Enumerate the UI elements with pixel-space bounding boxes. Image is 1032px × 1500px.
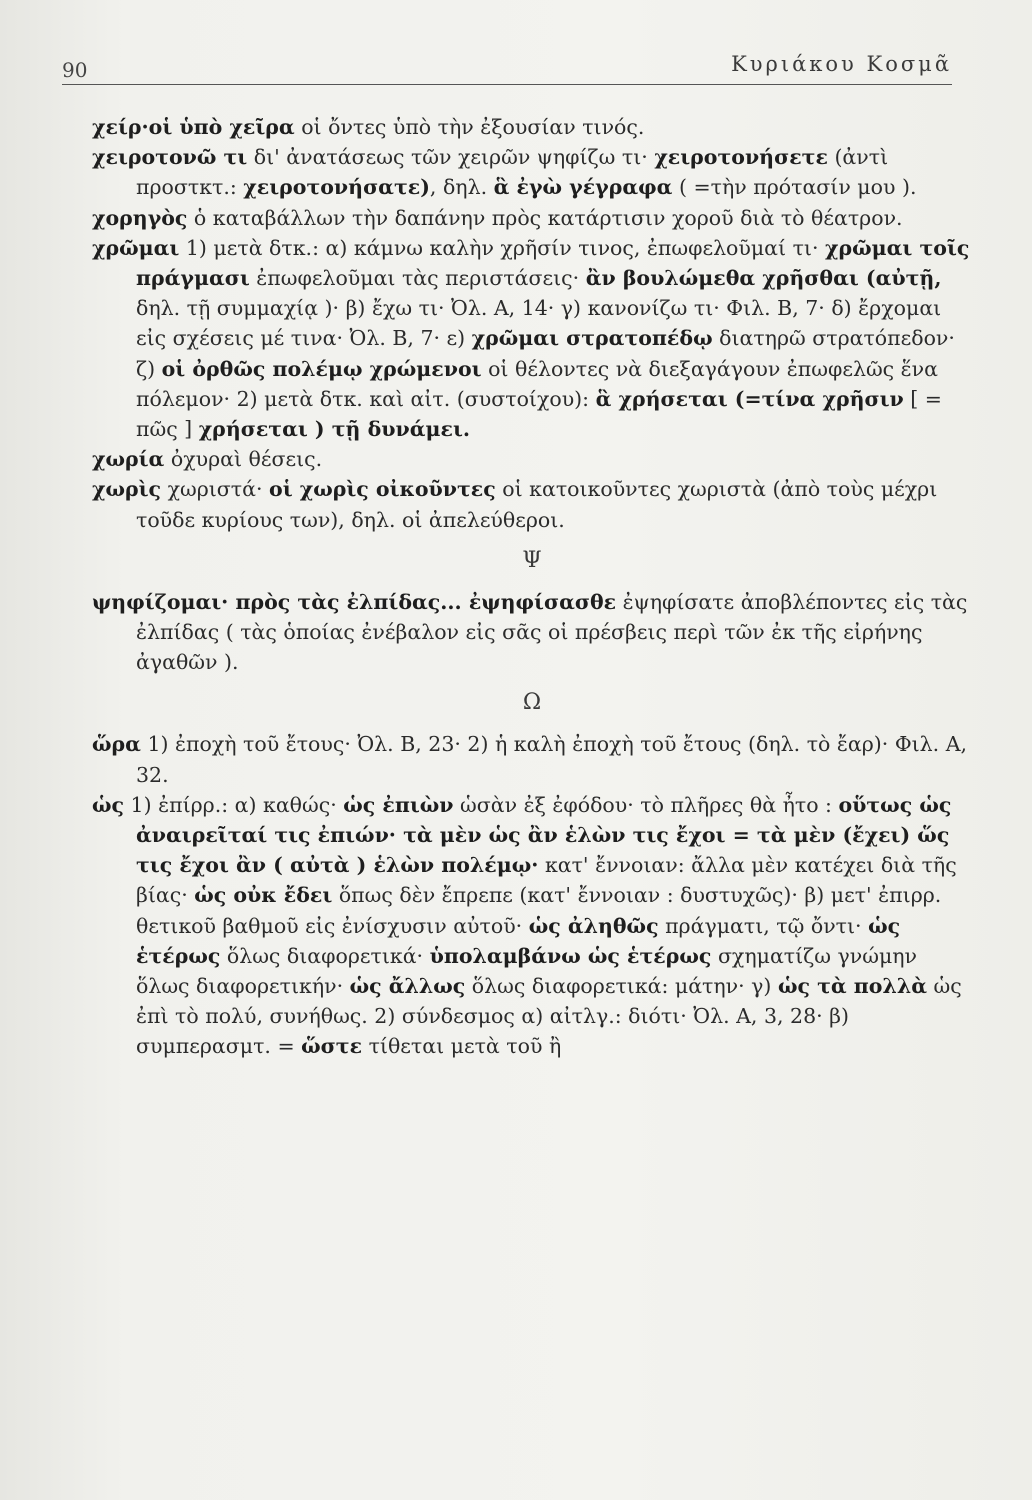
gloss-text: ( =τὴν πρότασίν μου ). [672,175,917,200]
gloss-text: ὁ καταβάλλων τὴν δαπάνην πρὸς κατάρτισιν χοροῦ διὰ τὸ θέατρον. [187,205,903,230]
dictionary-entry [92,142,972,202]
gloss-text: , δηλ. [429,175,494,200]
gloss-text: [ = πῶς ] [136,386,942,442]
gloss-text: ὡς ἐπὶ τὸ πολύ, συνήθως. 2) σύνδεσμος α) αἰτλγ.: διότι· Ὀλ. Α, 3, 28· β) συμπερασμτ. = [136,974,962,1059]
bold-phrase: ὡς ἄλλως [349,974,466,999]
bold-phrase: πρὸς τὰς ἐλπίδας... ἐψηφίσασθε [228,589,617,614]
gloss-text: οἱ ὄντες ὑπὸ τὴν ἐξουσίαν τινός. [294,115,645,139]
gloss-text: τίθεται μετὰ τοῦ ἢ [362,1034,562,1059]
entry-headword: χορηγὸς [92,205,188,230]
gloss-text: δηλ. τῇ συμμαχίᾳ )· β) ἔχω τι· Ὀλ. Α, 14· γ) κανονίζω τι· Φιλ. Β, 7· δ) ἔρχομαι εἰς σχέσεις μέ τινα· Ὀλ. Β, 7· ε) [136,296,942,351]
gloss-text: ἐψηφίσατε ἀποβλέποντες εἰς τὰς ἐλπίδας ( τὰς ὁποίας ἐνέβαλον εἰς σᾶς οἱ πρέσβεις περὶ τῶν ἐκ τῆς εἰρήνης ἀγαθῶν ). [136,589,968,675]
bold-phrase: χρῶμαι τοῖς πράγμασι [136,235,970,291]
page-header [62,44,952,85]
entry-headword: ὥρα [92,732,141,757]
entries-chi [92,112,972,535]
section-letter-omega: Ω [522,690,542,716]
running-title: Κυριάκου Κοσμᾶ [731,52,952,76]
entries-psi [92,587,972,678]
bold-phrase: οὕτως ὡς ἀναιρεῖταί τις ἐπιών· τὰ μὲν ὡς ἂν ἑλὼν τις ἔχοι = τὰ μὲν (ἔχει) ὥς τις ἔχοι ἂν ( αὐτὰ ) ἑλὼν πολέμῳ· [136,792,952,878]
gloss-text: σχηματίζω γνώμην ὅλως διαφορετικήν· [136,943,918,999]
gloss-text: διατηρῶ στρατόπεδον· ζ) [136,326,955,381]
gloss-text: ὀχυραὶ θέσεις. [164,447,323,472]
dictionary-entry [92,587,972,678]
bold-phrase: χειροτονήσατε) [243,175,430,200]
page-number: 90 [62,58,88,82]
bold-phrase: ὥστε [301,1034,363,1059]
entry-headword: χωρία [92,447,165,472]
gloss-text: οἱ κατοικοῦντες χωριστὰ (ἀπὸ τοὺς μέχρι τοῦδε κυρίους των), δηλ. οἱ ἀπελεύθεροι. [136,477,938,532]
dictionary-entry [92,203,972,233]
gloss-text: 1) ἐποχὴ τοῦ ἔτους· Ὀλ. Β, 23· 2) ἡ καλὴ ἐποχὴ τοῦ ἔτους (δηλ. τὸ ἔαρ)· Φιλ. Α, 32. [136,732,968,787]
bold-phrase: χειροτονήσετε [654,145,828,170]
gloss-text: κατ' ἔννοιαν: ἄλλα μὲν κατέχει διὰ τῆς βίας· [136,853,957,908]
bold-phrase: ἃ χρήσεται (=τίνα χρῆσιν [595,386,904,411]
dictionary-entry [92,233,972,444]
dictionary-entry [92,474,972,534]
entry-headword: ὡς [92,792,125,817]
entry-headword: χειροτονῶ τι [92,145,248,170]
gloss-text: ὡσὰν ἐξ ἐφόδου· τὸ πλῆρες θὰ ἦτο : [453,792,839,817]
gloss-text: ὅπως δὲν ἔπρεπε (κατ' ἔννοιαν : δυστυχῶς)· β) μετ' ἐπιρρ. θετικοῦ βαθμοῦ εἰς ἐνίσχυσιν αὐτοῦ· [136,883,942,938]
bold-phrase: ὡς ἑτέρως [136,913,901,968]
bold-phrase: ἃ ἐγὼ γέγραφα [493,175,673,200]
gloss-text: χωριστά· [161,477,270,502]
bold-phrase: οἱ χωρὶς οἰκοῦντες [269,477,496,502]
gloss-text: πράγματι, τῷ ὄντι· [658,913,869,938]
bold-phrase: οἱ ὑπὸ χεῖρα [148,115,295,139]
dictionary-entry [92,112,972,142]
dictionary-entry [92,444,972,474]
entry-headword: χωρὶς [92,477,162,502]
gloss-text: 1) μετὰ δτκ.: α) κάμνω καλὴν χρῆσίν τινος, ἐπωφελοῦμαί τι· [179,235,825,260]
gloss-text: ὅλως διαφορετικά: μάτην· γ) [465,974,778,999]
dictionary-entry [92,729,972,789]
bold-phrase: ὡς τὰ πολλὰ [777,974,927,999]
section-letter-psi: Ψ [522,547,542,573]
gloss-text: δι' ἀνατάσεως τῶν χειρῶν ψηφίζω τι· [247,145,655,170]
entries-omega [92,729,972,1061]
bold-phrase: ὡς ἀληθῶς [528,913,659,938]
bold-phrase: ὑπολαμβάνω ὡς ἑτέρως [429,943,712,968]
bold-phrase: ὡς ἐπιὼν [343,792,454,817]
gloss-text: (ἀντὶ προστκτ.: [136,145,889,200]
bold-phrase: χρήσεται ) τῇ δυνάμει. [198,417,471,442]
gloss-text: οἱ θέλοντες νὰ διεξαγάγουν ἐπωφελῶς ἕνα πόλεμον· 2) μετὰ δτκ. καὶ αἰτ. (συστοίχου): [136,356,938,411]
gloss-text: ἐπωφελοῦμαι τὰς περιστάσεις· [249,266,586,291]
bold-phrase: οἱ ὀρθῶς πολέμῳ χρώμενοι [161,356,482,381]
bold-phrase: ἂν βουλώμεθα χρῆσθαι (αὐτῇ, [585,266,942,291]
gloss-text: ὅλως διαφορετικά· [220,943,430,968]
bold-phrase: ὡς οὐκ ἔδει [194,883,333,908]
bold-phrase: χρῶμαι στρατοπέδῳ [471,326,713,351]
dictionary-entry [92,790,972,1062]
entry-headword: χείρ· [92,115,149,139]
entry-headword: χρῶμαι [92,235,180,260]
entry-headword: ψηφίζομαι· [92,589,229,614]
page-body [92,112,972,1062]
gloss-text: 1) ἐπίρρ.: α) καθώς· [124,792,344,817]
